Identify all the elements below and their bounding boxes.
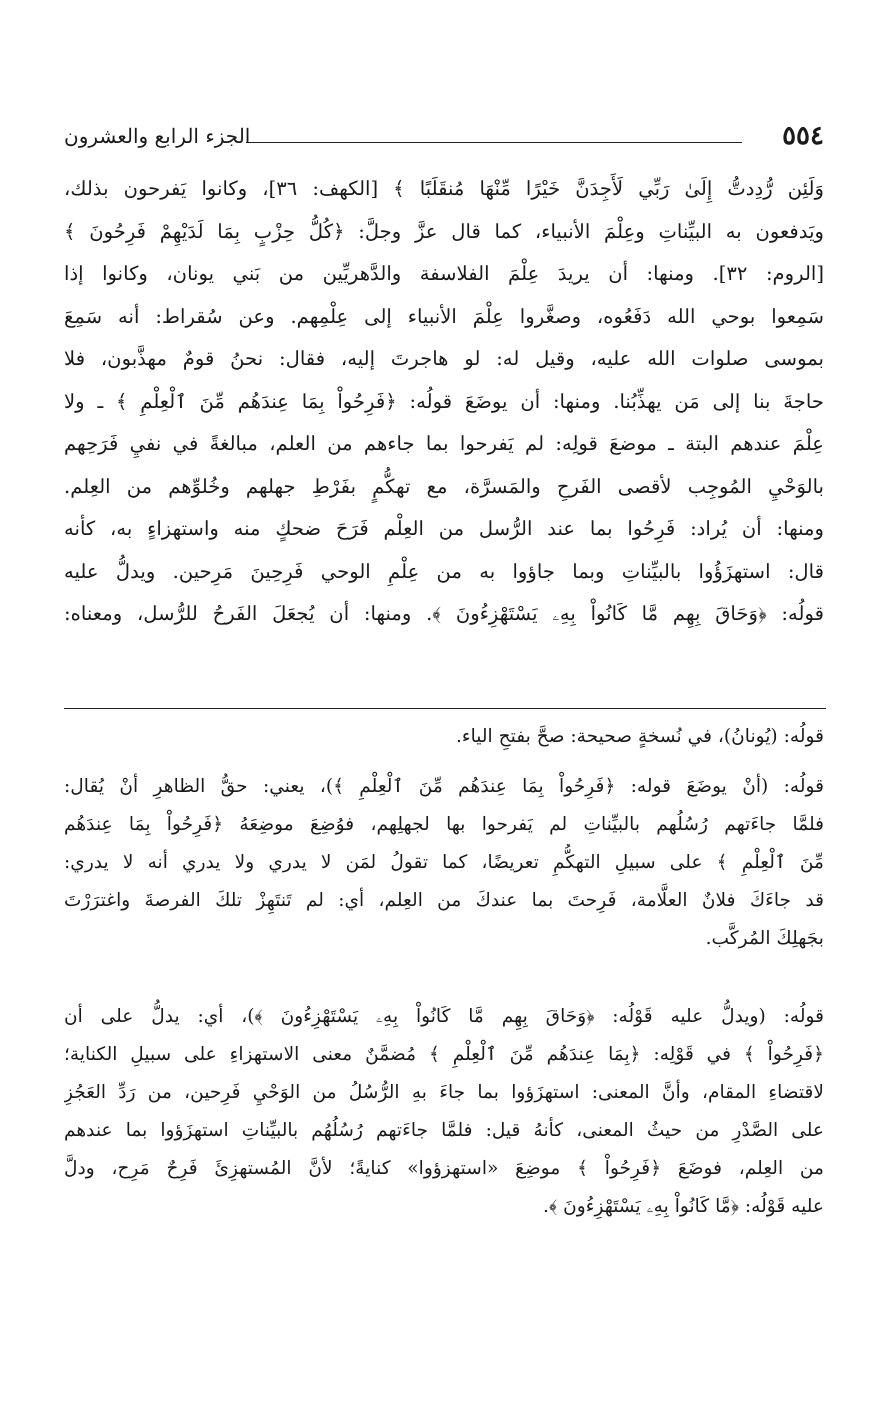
commentary-note [64,718,824,756]
header-rule [246,142,742,143]
main-line: ويَدفعون به البيِّناتِ وعِلْمَ الأنبياء، كما قال عزَّ وجلَّ: ﴿كُلُّ حِزْبٍ بِمَا لَدَيْهِمْ فَرِحُونَ ﴾ [64,219,824,243]
main-line: سَمِعوا بوحي الله دَفَعُوه، وصغَّروا عِلْمَ الأنبياء إلى عِلْمِهم. وعن سُقراط: أنه سَمِعَ [64,304,824,328]
main-text [64,168,824,636]
running-title: الجزء الرابع والعشرون [64,124,251,148]
main-line: قولُه: ﴿وَحَاقَ بِهِم مَّا كَانُواْ بِهِۦ يَسْتَهْزِءُونَ ﴾. ومنها: أن يُجعَلَ الفَرحُ للرُّسل، ومعناه: [64,602,824,625]
main-line: عِلْمَ عندهم البتة ـ موضعَ قولِه: لم يَفرحوا بما جاءهم من العلم، مبالغةً في نفيِ فَرَحِهم [64,432,824,455]
commentary-note [64,998,824,1226]
main-line: قال: استهزَؤُوا بالبيِّناتِ وبما جاؤوا به من عِلْمِ الوحي فَرِحِينَ مَرِحين. ويدلُّ عليه [64,559,824,583]
note-line: عليه قَوْلُه: ﴿مَّا كَانُواْ بِهِۦ يَسْتَهْزِءُونَ ﴾. [543,1196,824,1217]
note-line: قولُه: (ويدلُّ عليه قَوْلُه: ﴿وَحَاقَ بِهِم مَّا كَانُواْ بِهِۦ يَسْتَهْزِءُونَ ﴾)، أي: يدلُّ على أن [64,1006,824,1027]
footnote-divider [64,708,826,709]
note-line: من العِلم، فوضَعَ ﴿فَرِحُواْ ﴾ موضِعَ «استهزؤوا» كنايةً؛ لأنَّ المُستهزِئَ فَرِحٌ مَرِح، ودلَّ [64,1158,824,1179]
page-header [64,118,824,158]
commentary-note [64,768,824,958]
main-line: حاجةَ بنا إلى مَن يهذِّبُنا. ومنها: أن يوضَعَ قولُه: ﴿فَرِحُواْ بِمَا عِندَهُم مِّنَ ٱلْعِلْمِ ﴾ ـ ولا [64,389,824,413]
main-line: [الروم: ٣٢]. ومنها: أن يريدَ عِلْمَ الفلاسفة والدَّهريِّين من بَني يونان، وكانوا إذا [64,262,824,285]
note-line: ﴿فَرِحُواْ ﴾ في قَوْلِه: ﴿بِمَا عِندَهُم مِّنَ ٱلْعِلْمِ ﴾ مُضمَّنٌ معنى الاستهزاءِ على سبيلِ الكناية؛ [64,1044,824,1065]
note-line: لاقتضاءِ المقام، وأنَّ المعنى: استهزَؤوا بما جاءَ بهِ الرُّسُلُ من الوَحْيِ فَرِحين، من رَدِّ العَجُزِ [64,1082,824,1103]
note-line: على الصَّدْرِ من حيثُ المعنى، كأنهُ قيل: فلمَّا جاءَتهم رُسُلُهُم بالبيِّناتِ استهزَؤوا بما عندهم [64,1120,824,1141]
note-line: مِّنَ ٱلْعِلْمِ ﴾ على سبيلِ التهكُّمِ تعريضًا، كما تقولُ لمَن لا يدري ولا يدري أنه لا يدري: [64,852,824,873]
note-line: قولُه: (يُونانُ)، في نُسخةٍ صحيحة: صحَّ بفتحِ الياء. [455,726,824,747]
main-line: بالوَحْيِ المُوجِب لأقصى الفَرحِ والمَسرَّة، مع تهكُّمٍ بفَرْطِ جهلهم وخُلوِّهم من العِلم. [64,474,824,498]
note-line: بجَهلِكَ المُركَّب. [705,928,824,949]
note-line: قولُه: (أنْ يوضَعَ قوله: ﴿فَرِحُواْ بِمَا عِندَهُم مِّنَ ٱلْعِلْمِ ﴾)، يعني: حقُّ الظاهرِ أنْ يُقال: [64,776,824,797]
main-line: وَلَئِن رُّدِدتُّ إِلَىٰ رَبِّي لَأَجِدَنَّ خَيْرًا مِّنْهَا مُنقَلَبًا ﴾ [الكهف: ٣٦]، وكانوا يَفرحون بذلك، [64,177,824,200]
note-line: قد جاءَكَ فلانٌ العلَّامة، فَرِحتَ بما عندكَ من العِلم، أي: لم تَنتَهِزْ تلكَ الفرصةَ واغترَرْتَ [64,890,824,911]
page-number: ٥٥٤ [782,121,824,151]
main-line: بموسى صلوات الله عليه، وقيل له: لو هاجرتَ إليه، فقال: نحنُ قومٌ مهذَّبون، فلا [64,347,824,370]
main-line: ومنها: أن يُراد: فَرِحُوا بما عند الرُّسل من العِلْم فَرَحَ ضحكٍ منه واستهزاءٍ به، كأنه [64,517,824,540]
note-line: فلمَّا جاءَتهم رُسُلُهم بالبيِّناتِ لم يَفرحوا بها لجهلِهم، فوُضِعَ موضِعَهُ ﴿فَرِحُواْ بِمَا عِندَهُم [64,814,824,835]
